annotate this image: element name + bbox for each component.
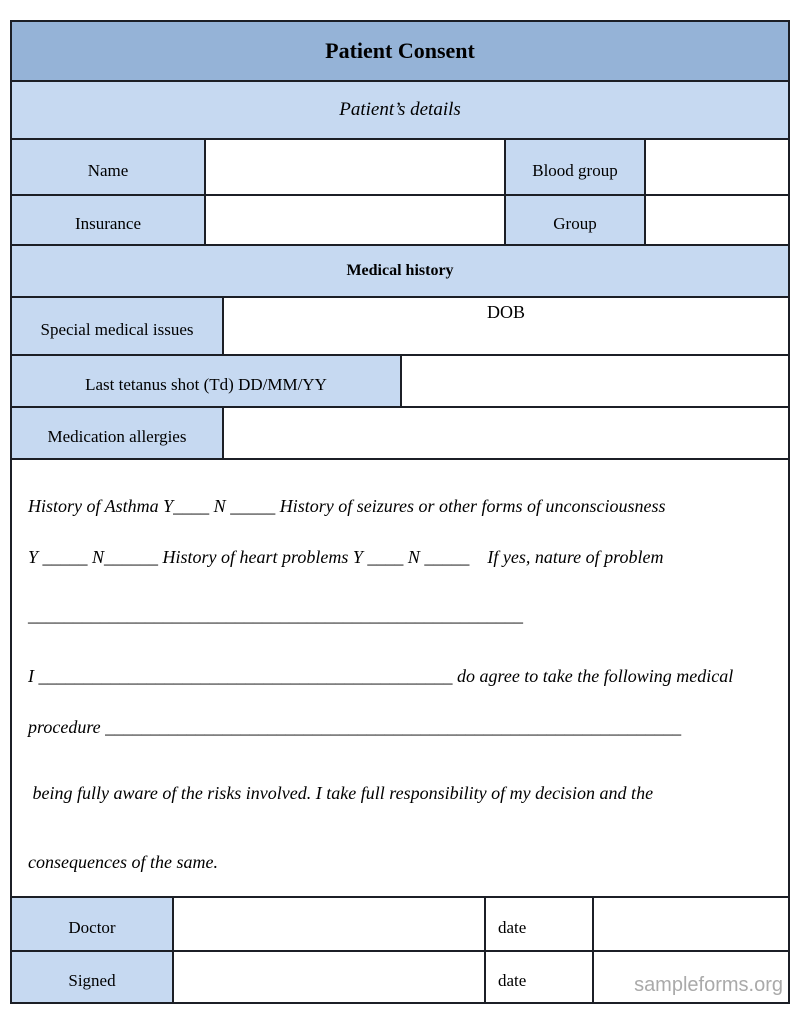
doctor-date-label: date: [486, 898, 594, 950]
signed-date-label: date: [486, 952, 594, 1002]
medication-allergies-field[interactable]: [224, 408, 788, 458]
tetanus-shot-row: [12, 356, 788, 408]
name-field[interactable]: [206, 140, 506, 194]
form-title-band: [12, 22, 788, 82]
insurance-label: Insurance: [12, 196, 206, 244]
form-title: Patient Consent: [325, 38, 475, 63]
dob-field[interactable]: DOB: [224, 298, 788, 354]
medical-history-section-header: [12, 246, 788, 298]
group-field[interactable]: [646, 196, 788, 244]
signed-label: Signed: [12, 952, 174, 1002]
blood-group-label: Blood group: [506, 140, 646, 194]
special-medical-issues-row: [12, 298, 788, 356]
blood-group-field[interactable]: [646, 140, 788, 194]
insurance-field[interactable]: [206, 196, 506, 244]
consent-statement-area: [12, 460, 788, 898]
consent-line-heart: Y _____ N______ History of heart problems Y ____ N _____ If yes, nature of problem: [28, 546, 664, 567]
name-blood-group-row: [12, 140, 788, 196]
tetanus-shot-field[interactable]: [402, 356, 788, 406]
tetanus-shot-label: Last tetanus shot (Td) DD/MM/YY: [12, 356, 402, 406]
consent-line-consequences: consequences of the same.: [28, 852, 218, 873]
consent-blank-line[interactable]: _______________________________________________________: [28, 605, 523, 626]
signed-signature-field[interactable]: [174, 952, 486, 1002]
name-label: Name: [12, 140, 206, 194]
insurance-group-row: [12, 196, 788, 246]
medical-history-title: Medical history: [346, 262, 454, 279]
special-medical-issues-label: Special medical issues: [12, 298, 224, 354]
watermark: sampleforms.org: [634, 974, 783, 996]
consent-line-asthma: History of Asthma Y____ N _____ History of seizures or other forms of unconsciousness: [28, 496, 666, 516]
signed-row: [12, 952, 788, 1002]
group-label: Group: [506, 196, 646, 244]
doctor-label: Doctor: [12, 898, 174, 950]
signed-date-field[interactable]: [594, 952, 788, 1002]
medication-allergies-label: Medication allergies: [12, 408, 224, 458]
consent-line-risks: being fully aware of the risks involved. I take full responsibility of my decision and the: [28, 783, 654, 804]
doctor-signature-field[interactable]: [174, 898, 486, 950]
medication-allergies-row: [12, 408, 788, 460]
consent-line-agree: I ______________________________________________ do agree to take the following medical: [28, 666, 734, 687]
patient-consent-form: [10, 20, 790, 1004]
doctor-date-field[interactable]: [594, 898, 788, 950]
patient-details-title: Patient’s details: [339, 99, 461, 120]
consent-line-procedure: procedure ________________________________________________________________: [28, 716, 682, 737]
doctor-signature-row: [12, 898, 788, 952]
patient-details-section-header: [12, 82, 788, 140]
